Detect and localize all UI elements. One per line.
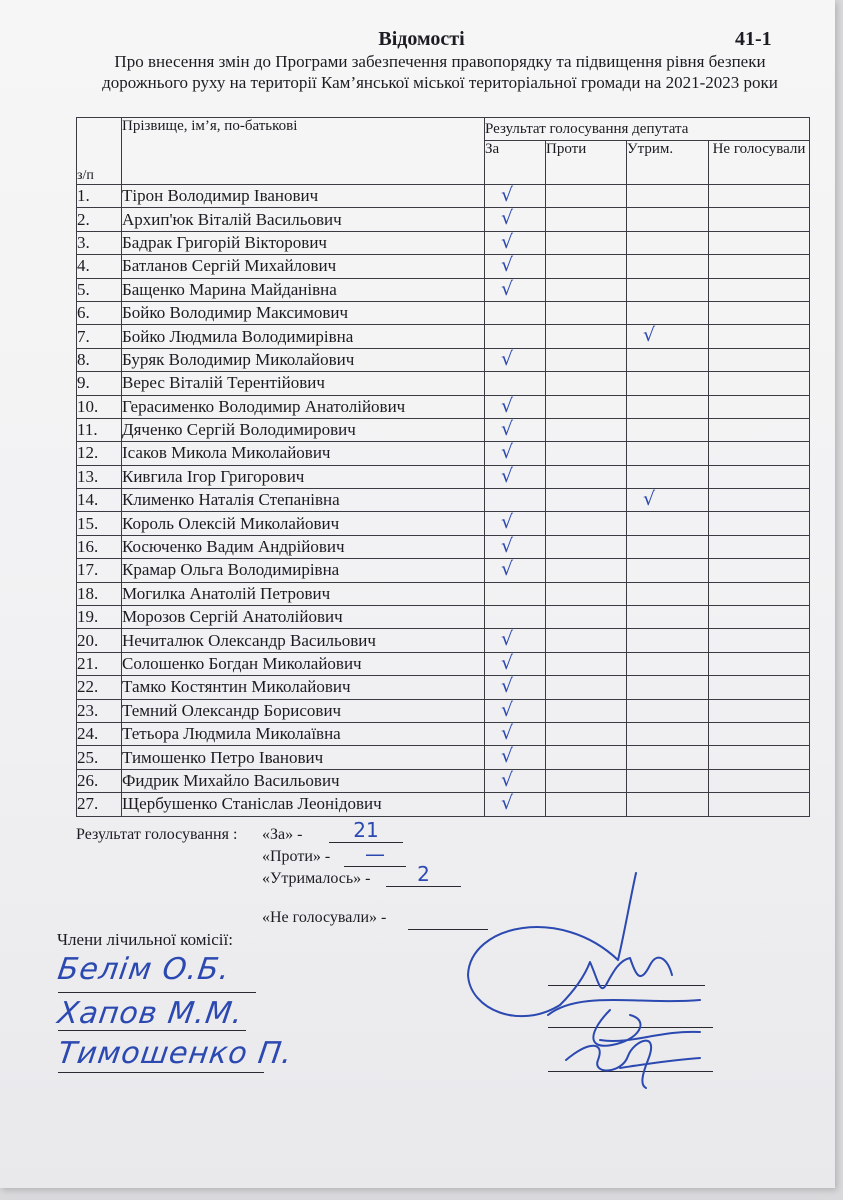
commission-member-1: Белім О.Б. xyxy=(55,952,233,987)
row-number: 1. xyxy=(77,185,122,208)
row-number: 11. xyxy=(77,418,122,441)
check-mark-icon: √ xyxy=(501,628,514,651)
summary-against-value: — xyxy=(344,842,406,867)
check-mark-icon: √ xyxy=(501,254,514,277)
row-number: 6. xyxy=(77,301,122,324)
deputy-name: Клименко Наталія Степанівна xyxy=(122,489,485,512)
check-mark-icon: √ xyxy=(501,230,514,253)
signature-1 xyxy=(468,873,672,1016)
row-number: 8. xyxy=(77,348,122,371)
row-number: 21. xyxy=(77,652,122,675)
row-number: 15. xyxy=(77,512,122,535)
check-mark-icon: √ xyxy=(501,651,514,674)
row-number: 20. xyxy=(77,629,122,652)
row-number: 22. xyxy=(77,676,122,699)
summary-against-label: «Проти» - xyxy=(262,848,331,865)
deputy-name: Щербушенко Станіслав Леонідович xyxy=(122,793,485,816)
summary-label: Результат голосування : xyxy=(76,826,238,843)
header-result: Результат голосування депутата xyxy=(485,118,810,141)
row-number: 2. xyxy=(77,208,122,231)
check-mark-icon: √ xyxy=(643,488,656,511)
deputy-name: Морозов Сергій Анатолійович xyxy=(122,606,485,629)
deputy-name: Могилка Анатолій Петрович xyxy=(122,582,485,605)
check-mark-icon: √ xyxy=(501,558,514,581)
header-name: Прізвище, ім’я, по-батькові xyxy=(122,118,485,185)
deputy-name: Тимошенко Петро Іванович xyxy=(122,746,485,769)
summary-for-label: «За» - xyxy=(262,826,303,843)
deputy-name: Тетьора Людмила Миколаївна xyxy=(122,722,485,745)
deputy-name: Король Олексій Миколайович xyxy=(122,512,485,535)
summary-abstain-label: «Утрималось» - xyxy=(262,870,371,887)
row-number: 25. xyxy=(77,746,122,769)
deputy-name: Дяченко Сергій Володимирович xyxy=(122,418,485,441)
check-mark-icon: √ xyxy=(501,534,514,557)
summary-not-voted-label: «Не голосували» - xyxy=(262,909,387,926)
deputy-name: Бащенко Марина Майданівна xyxy=(122,278,485,301)
deputy-name: Косюченко Вадим Андрійович xyxy=(122,535,485,558)
deputy-name: Ісаков Микола Миколайович xyxy=(122,442,485,465)
deputy-name: Бойко Володимир Максимович xyxy=(122,301,485,324)
deputy-name: Темний Олександр Борисович xyxy=(122,699,485,722)
row-number: 24. xyxy=(77,722,122,745)
deputy-name: Фидрик Михайло Васильович xyxy=(122,769,485,792)
deputy-name: Кивгила Ігор Григорович xyxy=(122,465,485,488)
check-mark-icon: √ xyxy=(501,792,514,815)
check-mark-icon: √ xyxy=(501,721,514,744)
check-mark-icon: √ xyxy=(501,745,514,768)
row-number: 4. xyxy=(77,255,122,278)
check-mark-icon: √ xyxy=(501,441,514,464)
check-mark-icon: √ xyxy=(501,768,514,791)
header-against: Проти xyxy=(546,141,627,185)
deputy-name: Тамко Костянтин Миколайович xyxy=(122,676,485,699)
deputy-name: Солошенко Богдан Миколайович xyxy=(122,652,485,675)
deputy-name: Верес Віталій Терентійович xyxy=(122,372,485,395)
check-mark-icon: √ xyxy=(643,324,656,347)
deputy-name: Буряк Володимир Миколайович xyxy=(122,348,485,371)
deputy-name: Бойко Людмила Володимирівна xyxy=(122,325,485,348)
row-number: 16. xyxy=(77,535,122,558)
row-number: 3. xyxy=(77,231,122,254)
header-not-voted: Не голосували xyxy=(709,141,810,185)
check-mark-icon: √ xyxy=(501,698,514,721)
row-number: 7. xyxy=(77,325,122,348)
deputy-name: Герасименко Володимир Анатолійович xyxy=(122,395,485,418)
document-subtitle: Про внесення змін до Програми забезпечення правопорядку та підвищення рівня безпеки дорожнього руху на території Кам’янської міської територіальної громади на 2021-2023 роки xyxy=(102,52,778,92)
deputy-name: Крамар Ольга Володимирівна xyxy=(122,559,485,582)
row-number: 10. xyxy=(77,395,122,418)
check-mark-icon: √ xyxy=(501,347,514,370)
check-mark-icon: √ xyxy=(501,675,514,698)
row-number: 17. xyxy=(77,559,122,582)
row-number: 27. xyxy=(77,793,122,816)
deputy-name: Батланов Сергій Михайлович xyxy=(122,255,485,278)
check-mark-icon: √ xyxy=(501,277,514,300)
commission-member-2: Хапов М.М. xyxy=(55,996,246,1031)
deputy-name: Тірон Володимир Іванович xyxy=(122,185,485,208)
check-mark-icon: √ xyxy=(501,511,514,534)
row-number: 13. xyxy=(77,465,122,488)
commission-label: Члени лічильної комісії: xyxy=(57,930,233,949)
summary-abstain-value: 2 xyxy=(386,862,461,887)
header-abstain: Утрим. xyxy=(627,141,709,185)
signature-3 xyxy=(566,1041,700,1088)
check-mark-icon: √ xyxy=(501,207,514,230)
row-number: 18. xyxy=(77,582,122,605)
signature-2 xyxy=(548,1000,700,1046)
row-number: 23. xyxy=(77,699,122,722)
header-for: За xyxy=(485,141,546,185)
check-mark-icon: √ xyxy=(501,417,514,440)
check-mark-icon: √ xyxy=(501,464,514,487)
deputy-name: Нечиталюк Олександр Васильович xyxy=(122,629,485,652)
check-mark-icon: √ xyxy=(501,394,514,417)
document-title: Відомості xyxy=(378,28,465,50)
row-number: 14. xyxy=(77,489,122,512)
check-mark-icon: √ xyxy=(501,184,514,206)
header-number: з/п xyxy=(77,118,122,185)
deputy-name: Архип'юк Віталій Васильович xyxy=(122,208,485,231)
row-number: 26. xyxy=(77,769,122,792)
row-number: 19. xyxy=(77,606,122,629)
document-number: 41-1 xyxy=(735,28,772,50)
row-number: 12. xyxy=(77,442,122,465)
row-number: 9. xyxy=(77,372,122,395)
deputy-name: Бадрак Григорій Вікторович xyxy=(122,231,485,254)
summary-for-value: 21 xyxy=(329,818,403,843)
row-number: 5. xyxy=(77,278,122,301)
commission-member-3: Тимошенко П. xyxy=(55,1036,295,1071)
